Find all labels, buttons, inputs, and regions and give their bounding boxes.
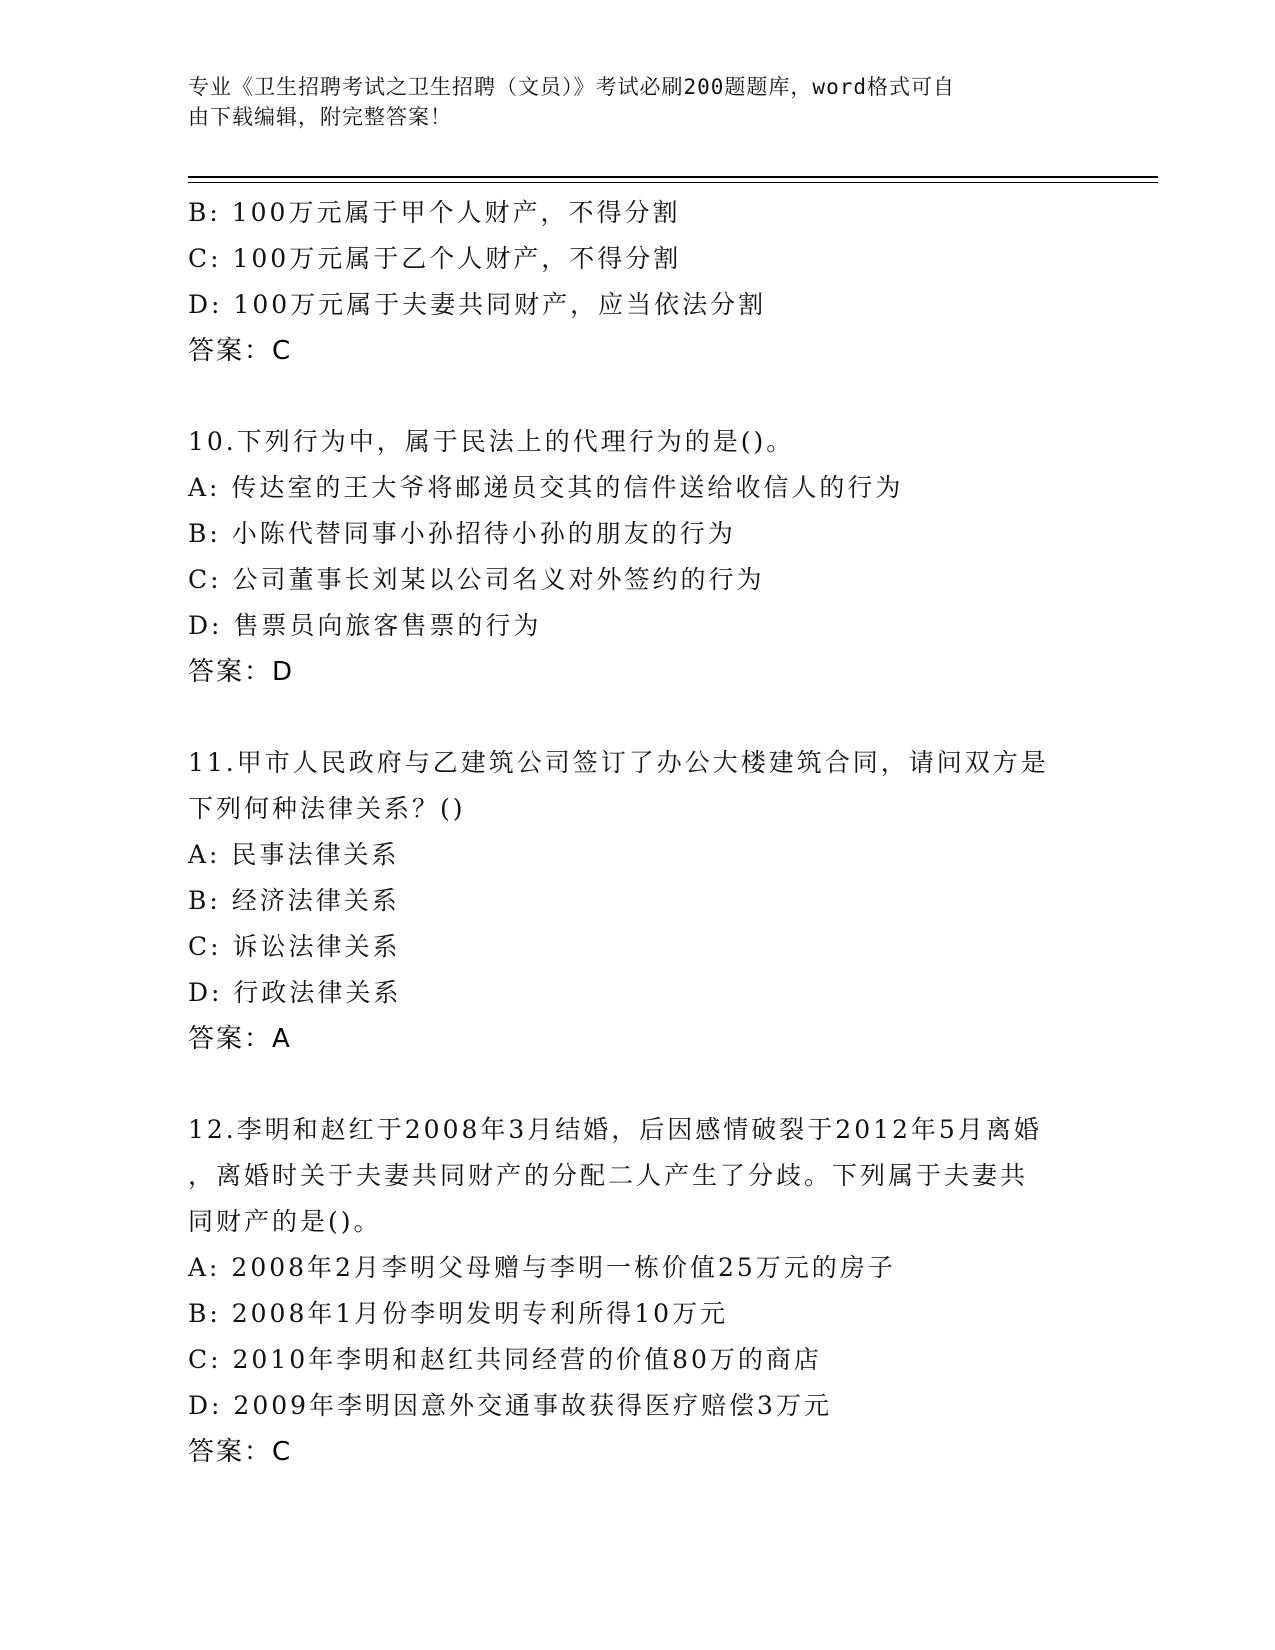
question-stem: 同财产的是()。 bbox=[188, 1207, 382, 1236]
option-b: B: 小陈代替同事小孙招待小孙的朋友的行为 bbox=[188, 519, 736, 548]
header-line-1: 专业《卫生招聘考试之卫生招聘（文员）》考试必刷200题题库，word格式可自 bbox=[188, 75, 955, 99]
question-stem: 10.下列行为中，属于民法上的代理行为的是()。 bbox=[188, 427, 795, 456]
option-a: A: 2008年2月李明父母赠与李明一栋价值25万元的房子 bbox=[188, 1253, 896, 1282]
option-c: C: 诉讼法律关系 bbox=[188, 932, 401, 961]
option-d: D: 2009年李明因意外交通事故获得医疗赔偿3万元 bbox=[188, 1391, 832, 1420]
question-stem: ，离婚时关于夫妻共同财产的分配二人产生了分歧。下列属于夫妻共 bbox=[188, 1161, 1029, 1190]
question-stem: 11.甲市人民政府与乙建筑公司签订了办公大楼建筑合同，请问双方是 bbox=[188, 748, 1049, 777]
question-block bbox=[188, 419, 1088, 695]
header-line-2: 由下载编辑，附完整答案！ bbox=[188, 105, 452, 129]
question-block bbox=[188, 1107, 1088, 1475]
option-b: B: 2008年1月份李明发明专利所得10万元 bbox=[188, 1299, 729, 1328]
option-b: B: 经济法律关系 bbox=[188, 886, 400, 915]
option-d: D: 售票员向旅客售票的行为 bbox=[188, 611, 542, 640]
document-header bbox=[188, 72, 1068, 132]
question-block bbox=[188, 740, 1088, 1062]
option-d: D: 行政法律关系 bbox=[188, 978, 402, 1007]
answer-label: 答案：C bbox=[188, 336, 293, 366]
header-divider-thick bbox=[188, 176, 1158, 178]
answer-label: 答案：A bbox=[188, 1024, 292, 1054]
option-d: D: 100万元属于夫妻共同财产，应当依法分割 bbox=[188, 290, 767, 319]
header-divider-thin bbox=[188, 182, 1158, 183]
carryover-block bbox=[188, 190, 1088, 374]
question-stem: 12.李明和赵红于2008年3月结婚，后因感情破裂于2012年5月离婚 bbox=[188, 1115, 1042, 1144]
answer-label: 答案：D bbox=[188, 657, 295, 687]
question-stem: 下列何种法律关系？() bbox=[188, 794, 466, 823]
question-list bbox=[188, 190, 1088, 1475]
option-a: A: 民事法律关系 bbox=[188, 840, 400, 869]
option-c: C: 2010年李明和赵红共同经营的价值80万的商店 bbox=[188, 1345, 822, 1374]
option-c: C: 公司董事长刘某以公司名义对外签约的行为 bbox=[188, 565, 765, 594]
option-c: C: 100万元属于乙个人财产，不得分割 bbox=[188, 244, 682, 273]
answer-label: 答案：C bbox=[188, 1437, 293, 1467]
option-a: A: 传达室的王大爷将邮递员交其的信件送给收信人的行为 bbox=[188, 473, 904, 502]
option-b: B: 100万元属于甲个人财产，不得分割 bbox=[188, 198, 681, 227]
